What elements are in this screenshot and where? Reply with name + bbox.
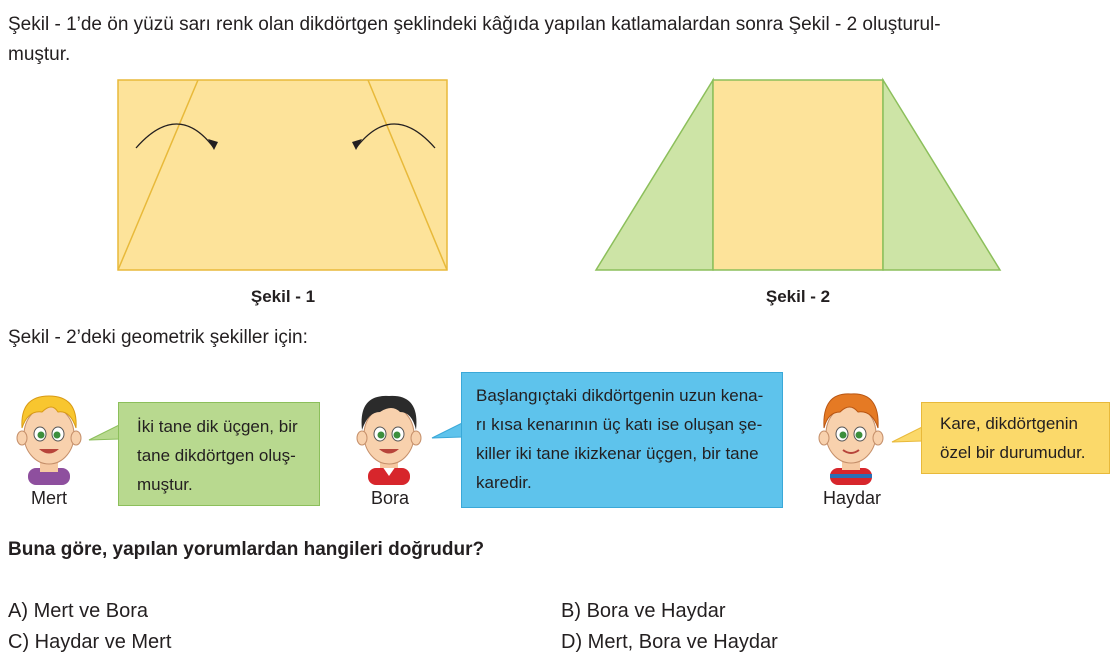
haydar-line-1: Kare, dikdörtgenin — [940, 414, 1078, 433]
bora-line-4: karedir. — [476, 473, 532, 492]
haydar-speech-bubble — [921, 402, 1110, 474]
bora-line-1: Başlangıçtaki dikdörtgenin uzun kena- — [476, 386, 764, 405]
bora-line-2: rı kısa kenarının üç katı ise oluşan şe- — [476, 415, 763, 434]
option-d-text: Mert, Bora ve Haydar — [587, 631, 778, 653]
mert-speech-bubble — [118, 402, 320, 506]
bora-speech-bubble — [461, 372, 783, 508]
haydar-avatar — [814, 388, 889, 485]
option-a-letter: A) — [8, 600, 28, 622]
option-c-letter: C) — [8, 631, 30, 653]
figure-1-label: Şekil - 1 — [250, 287, 316, 306]
haydar-line-2: özel bir durumudur. — [940, 443, 1086, 462]
haydar-bubble-tail — [891, 426, 923, 444]
figure-1 — [110, 72, 455, 277]
bora-bubble-tail — [431, 422, 463, 440]
mert-line-1: İki tane dik üçgen, bir — [137, 417, 298, 436]
mert-name: Mert — [31, 488, 67, 508]
right-green-triangle — [883, 80, 1000, 270]
bora-name: Bora — [370, 488, 410, 508]
figure-2 — [588, 72, 1008, 277]
haydar-name: Haydar — [822, 488, 882, 508]
option-a-text: Mert ve Bora — [33, 600, 149, 622]
bora-line-3: killer iki tane ikizkenar üçgen, bir tane — [476, 444, 759, 463]
mert-bubble-tail — [88, 424, 120, 442]
yellow-rectangle — [118, 80, 447, 270]
option-c[interactable] — [8, 631, 171, 654]
question-text: Buna göre, yapılan yorumlardan hangileri doğrudur? — [8, 539, 485, 560]
option-d[interactable] — [561, 631, 778, 654]
intro-line-1: Şekil - 1’de ön yüzü sarı renk olan dikdörtgen şeklindeki kâğıda yapılan katlamalardan sonra Şekil - 2 oluşturul- — [8, 14, 941, 35]
lead-text: Şekil - 2’deki geometrik şekiller için: — [8, 327, 308, 348]
mert-avatar — [12, 390, 87, 485]
mert-line-2: tane dikdörtgen oluş- — [137, 446, 296, 465]
option-b[interactable] — [561, 600, 726, 623]
left-green-triangle — [596, 80, 713, 270]
option-a[interactable] — [8, 600, 148, 623]
yellow-square — [713, 80, 883, 270]
option-b-letter: B) — [561, 600, 581, 622]
option-b-text: Bora ve Haydar — [586, 600, 726, 622]
figure-2-label: Şekil - 2 — [765, 287, 831, 306]
intro-text — [8, 10, 1108, 70]
option-d-letter: D) — [561, 631, 583, 653]
bora-avatar — [352, 390, 427, 485]
mert-line-3: muştur. — [137, 475, 193, 494]
option-c-text: Haydar ve Mert — [34, 631, 172, 653]
intro-line-2: muştur. — [8, 44, 71, 65]
